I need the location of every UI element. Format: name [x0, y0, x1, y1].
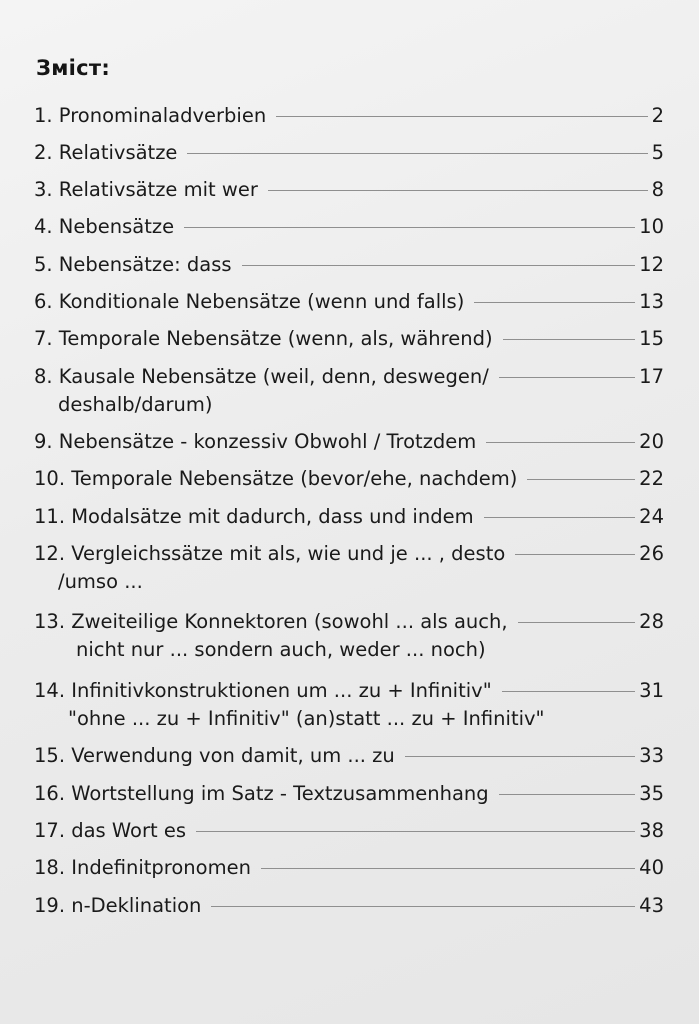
toc-entry-text: 18. Indefinitpronomen — [34, 856, 251, 879]
toc-entry — [34, 428, 664, 456]
toc-leader — [484, 517, 636, 518]
toc-entry — [34, 288, 664, 316]
toc-page-number: 35 — [639, 782, 664, 805]
toc-leader — [405, 756, 635, 757]
toc-entry-text: 2. Relativsätze — [34, 141, 178, 164]
toc-entry-text: 15. Verwendung von damit, um ... zu — [34, 744, 395, 767]
toc-entry — [34, 780, 664, 808]
toc-entry-text: 13. Zweiteilige Konnektoren (sowohl ... als auch, — [34, 610, 508, 633]
toc-entry-text: 4. Nebensätze — [34, 215, 175, 238]
toc-entry — [34, 176, 664, 204]
toc-page-number: 15 — [639, 327, 664, 350]
toc-entry — [34, 742, 664, 770]
toc-leader — [499, 794, 636, 795]
toc-page-number: 31 — [639, 679, 664, 702]
toc-entry — [34, 608, 664, 664]
toc-page-number: 8 — [651, 178, 664, 201]
toc-page-number: 40 — [639, 856, 664, 879]
toc-leader — [268, 190, 648, 191]
toc-entry — [34, 325, 664, 353]
toc-page-number: 28 — [639, 610, 664, 633]
toc-entry-continuation: deshalb/darum) — [58, 393, 213, 416]
toc-page-number: 26 — [639, 542, 664, 565]
toc-entry — [34, 139, 664, 167]
toc-entry-continuation: /umso ... — [58, 570, 143, 593]
toc-entry-text: 5. Nebensätze: dass — [34, 253, 232, 276]
toc-page-number: 12 — [639, 253, 664, 276]
toc-leader — [502, 691, 636, 692]
toc-entry-text: 16. Wortstellung im Satz - Textzusammenhang — [34, 782, 489, 805]
toc-entry — [34, 251, 664, 279]
toc-entry — [34, 503, 664, 531]
toc-entry-text: 8. Kausale Nebensätze (weil, denn, deswegen/ — [34, 365, 489, 388]
toc-entry — [34, 892, 664, 920]
toc-leader — [242, 265, 636, 266]
toc-leader — [196, 831, 635, 832]
toc-entry-text: 19. n-Deklination — [34, 894, 202, 917]
toc-leader — [503, 339, 636, 340]
toc-leader — [474, 302, 635, 303]
toc-leader — [276, 116, 647, 117]
toc-entry-text: 3. Relativsätze mit wer — [34, 178, 258, 201]
toc-entry-text: 1. Pronominaladverbien — [34, 104, 267, 127]
toc-entry — [34, 363, 664, 419]
toc-page-number: 38 — [639, 819, 664, 842]
toc-page-number: 2 — [651, 104, 664, 127]
toc-page-number: 13 — [639, 290, 664, 313]
toc-leader — [499, 377, 635, 378]
toc-title: Зміст: — [36, 56, 111, 80]
toc-entry-continuation: nicht nur ... sondern auch, weder ... noch) — [76, 638, 486, 661]
toc-page-number: 10 — [639, 215, 664, 238]
toc-entry — [34, 677, 664, 733]
toc-entry-text: 10. Temporale Nebensätze (bevor/ehe, nachdem) — [34, 467, 518, 490]
toc-entry — [34, 817, 664, 845]
toc-leader — [518, 622, 636, 623]
toc-page-number: 20 — [639, 430, 664, 453]
toc-entry-text: 14. Infinitivkonstruktionen um ... zu + Infinitiv" — [34, 679, 492, 702]
toc-leader — [515, 554, 635, 555]
toc-entry — [34, 465, 664, 493]
toc-entry-text: 17. das Wort es — [34, 819, 186, 842]
toc-page-number: 33 — [639, 744, 664, 767]
toc-entry-text: 11. Modalsätze mit dadurch, dass und indem — [34, 505, 474, 528]
toc-entry-text: 12. Vergleichssätze mit als, wie und je ... , desto — [34, 542, 506, 565]
toc-page-number: 22 — [639, 467, 664, 490]
toc-leader — [184, 227, 635, 228]
toc-entry — [34, 540, 664, 596]
toc-page-number: 24 — [639, 505, 664, 528]
toc-leader — [211, 906, 635, 907]
toc-leader — [527, 479, 635, 480]
toc-entry — [34, 854, 664, 882]
toc-entry-text: 6. Konditionale Nebensätze (wenn und falls) — [34, 290, 465, 313]
toc-leader — [486, 442, 635, 443]
toc-leader — [187, 153, 647, 154]
toc-page-number: 43 — [639, 894, 664, 917]
toc-entry — [34, 102, 664, 130]
toc-entry — [34, 213, 664, 241]
toc-page-number: 17 — [639, 365, 664, 388]
toc-entry-text: 7. Temporale Nebensätze (wenn, als, während) — [34, 327, 493, 350]
toc-leader — [261, 868, 635, 869]
toc-page-number: 5 — [651, 141, 664, 164]
toc-entry-text: 9. Nebensätze - konzessiv Obwohl / Trotzdem — [34, 430, 477, 453]
toc-entry-continuation: "ohne ... zu + Infinitiv" (an)statt ... zu + Infinitiv" — [68, 707, 545, 730]
